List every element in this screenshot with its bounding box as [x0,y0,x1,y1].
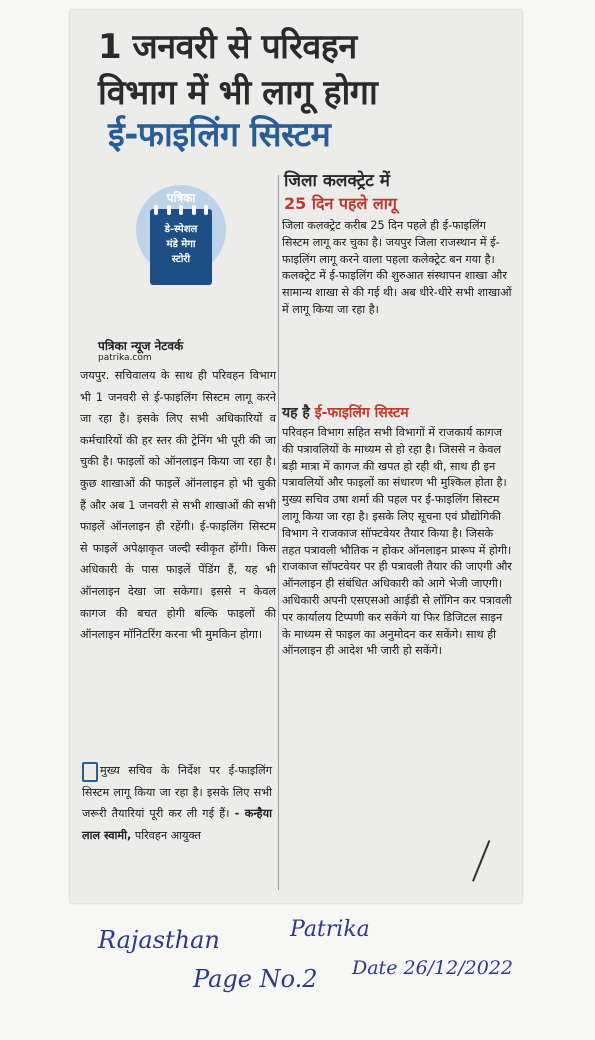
quote-role: परिवहन आयुक्त [134,828,201,842]
right-column-top [282,218,514,319]
calendar-rings [154,205,208,215]
left-column [80,365,276,646]
subheading-what-is-red: ई-फाइलिंग सिस्टम [314,405,409,421]
right-column-body-2: परिवहन विभाग सहित सभी विभागों में राजकार्य कागज की पत्रावलियों के माध्यम से हो रहा है। जिससे न केवल बड़ी मात्रा में कागज की खपत हो रही थी, साथ ही इन पत्रावलियों और फाइलों का संधारण भी मुश्किल होता है। मुख्य सचिव उषा शर्मा की पहल पर ई-फाइलिंग सिस्टम लागू किया जा रहा है। इसके लिए सूचना एवं प्रौद्योगिकी विभाग ने राजकाज सॉफ्टवेयर तैयार किया है। जिसके तहत पत्रावली भौतिक न होकर ऑनलाइन प्रारूप में होगी। राजकाज सॉफ्टवेयर पर ही पत्रावली तैयार की जाएगी और ऑनलाइन ही संबंधित अधिकारी को आगे भेजी जाएगी। अधिकारी अपनी एसएसओ आईडी से लॉगिन कर पत्रावली पर कार्यालय टिप्पणी कर सकेंगे या फिर डिजिटल साइन के माध्यम से फाइल का अनुमोदन कर सकेंगे। साथ ही ऑनलाइन ही आदेश भी जारी हो सकेंगे। [282,426,512,658]
logo-line-1: डे-स्पेशल [164,224,198,235]
handwritten-paper-name-2: Patrika [290,917,370,942]
headline-line-1: 1 जनवरी से परिवहन [98,27,357,67]
right-column-body-1: जिला कलक्ट्रेट करीब 25 दिन पहले ही ई-फाइलिंग सिस्टम लागू कर चुका है। जयपुर जिला राजस्थान में ई-फाइलिंग लागू करने वाला पहला कलेक्ट्रेट बन गया है। कलक्ट्रेट में ई-फाइलिंग की शुरुआत संस्थापन शाखा और सामान्य शाखा से की गई थी। अब धीरे-धीरे सभी शाखाओं में लागू किया जा रहा है। [282,219,512,316]
quote-block [82,760,272,846]
subheading-what-is-black: यह है [282,405,310,421]
handwritten-page-number: Page No.2 [193,965,318,993]
left-column-body: जयपुर. सचिवालय के साथ ही परिवहन विभाग भी 1 जनवरी से ई-फाइलिंग सिस्टम लागू करने जा रहा है। इसके लिए सभी अधिकारियों व कर्मचारियों की हर स्तर की ट्रेनिंग भी पूरी की जा चुकी है। फाइलों को ऑनलाइन किया जा रहा है। कुछ शाखाओं की फाइलें ऑनलाइन हो भी चुकी हैं और अब 1 जनवरी से सभी शाखाओं की सभी फाइलें ऑनलाइन ही रहेंगी। ई-फाइलिंग सिस्टम से फाइलें अपेक्षाकृत जल्दी स्वीकृत होंगी। किस अधिकारी के पास फाइलें पेंडिंग हैं, यह भी ऑनलाइन देखा जा सकेगा। इससे न केवल कागज की बचत होगी बल्कि फाइलों की ऑनलाइन मॉनिटरिंग करना भी मुमकिन होगा। [80,369,276,642]
subheading-collectorate: जिला कलक्ट्रेट में [284,171,390,191]
quote-text: मुख्य सचिव के निर्देश पर ई-फाइलिंग सिस्टम लागू किया जा रहा है। इसके लिए सभी जरूरी तैयारियां पूरी कर ली गई हैं। [82,764,272,821]
byline-url: patrika.com [98,353,152,363]
quote-text-wrapper [82,760,272,846]
quote-author: - कन्हैया लाल स्वामी, [82,807,272,842]
headline-line-3: ई-फाइलिंग सिस्टम [108,115,331,155]
headline-line-2: विभाग में भी लागू होगा [98,73,378,113]
logo-brand: पत्रिका [166,191,196,205]
calendar-icon [150,209,212,285]
column-divider [278,175,279,890]
logo-line-2: मंडे मेगा [166,239,196,250]
logo-line-3: स्टोरी [171,254,191,265]
newspaper-clipping [70,10,522,903]
subheading-what-is [282,403,409,422]
handwritten-paper-name: Rajasthan [98,926,220,954]
subheading-25-days: 25 दिन पहले लागू [284,194,397,213]
handwritten-date: Date 26/12/2022 [352,957,513,979]
byline-network: पत्रिका न्यूज नेटवर्क [98,339,184,353]
right-column-bottom [282,425,514,660]
mega-story-logo [136,185,226,300]
